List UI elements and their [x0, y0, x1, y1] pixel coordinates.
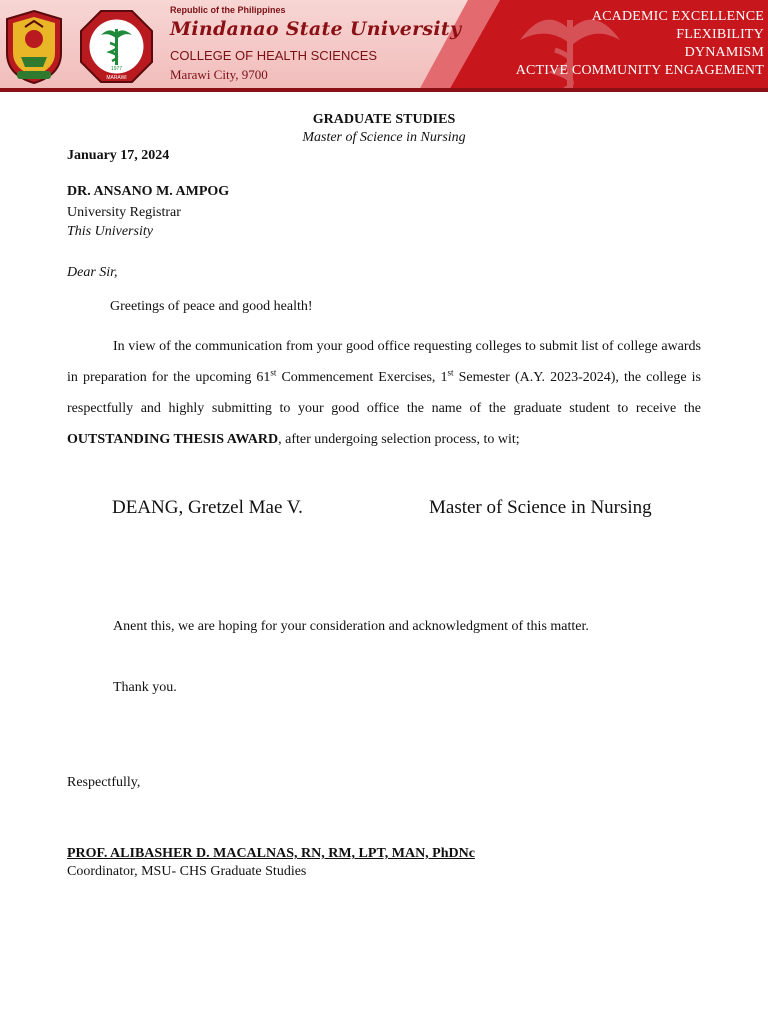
msu-seal-logo	[3, 9, 65, 85]
body-text-end: , after undergoing selection process, to wit;	[278, 432, 520, 447]
letter-subheading: Master of Science in Nursing	[302, 130, 466, 145]
signatory-position: Coordinator, MSU- CHS Graduate Studies	[67, 864, 307, 879]
awardee-program: Master of Science in Nursing	[429, 497, 652, 518]
body-text-3: Semester (A.Y. 2023-2024), the college is respectfully and highly submitting to your good office the name of the graduate student to receive the	[67, 370, 701, 416]
college-name: COLLEGE OF HEALTH SCIENCES	[170, 48, 378, 63]
closing-paragraph: Anent this, we are hoping for your consideration and acknowledgment of this matter.	[113, 619, 589, 634]
recipient-name: DR. ANSANO M. AMPOG	[67, 184, 230, 199]
recipient-org: This University	[67, 224, 153, 239]
letter-date: January 17, 2024	[67, 148, 170, 163]
body-text-1: In view of the communication from your good office requesting colleges to submit list of college awards in preparation for the upcoming 61	[67, 339, 701, 385]
university-name: Mindanao State University	[170, 18, 462, 40]
letter-heading: GRADUATE STUDIES	[312, 112, 456, 127]
banner-bottom-rule	[0, 88, 768, 92]
motto-line-3: DYNAMISM	[684, 45, 764, 60]
signatory-name: PROF. ALIBASHER D. MACALNAS, RN, RM, LPT, MAN, PhDNc	[67, 846, 475, 861]
seal-bottom-text: MARAWI	[106, 75, 127, 81]
motto-line-1: ACADEMIC EXCELLENCE	[591, 9, 764, 24]
republic-label: Republic of the Philippines	[170, 5, 286, 15]
salutation: Dear Sir,	[67, 265, 118, 280]
ordinal-suffix-2: st	[447, 367, 454, 378]
valediction: Respectfully,	[67, 775, 141, 790]
award-name: OUTSTANDING THESIS AWARD	[67, 432, 279, 447]
thanks-line: Thank you.	[113, 680, 177, 695]
ordinal-suffix-1: st	[270, 367, 277, 378]
recipient-title: University Registrar	[67, 205, 181, 220]
letterhead-banner	[0, 0, 768, 92]
seal-year-text: 1977	[110, 66, 123, 72]
greeting-line: Greetings of peace and good health!	[110, 299, 313, 314]
motto-line-4: ACTIVE COMMUNITY ENGAGEMENT	[515, 63, 764, 78]
body-paragraph	[67, 331, 701, 455]
motto-line-2: FLEXIBILITY	[676, 27, 764, 42]
college-address: Marawi City, 9700	[170, 67, 268, 82]
chs-seal-logo	[79, 9, 154, 84]
body-text-2: Commencement Exercises, 1	[276, 370, 448, 385]
awardee-name: DEANG, Gretzel Mae V.	[112, 497, 303, 518]
